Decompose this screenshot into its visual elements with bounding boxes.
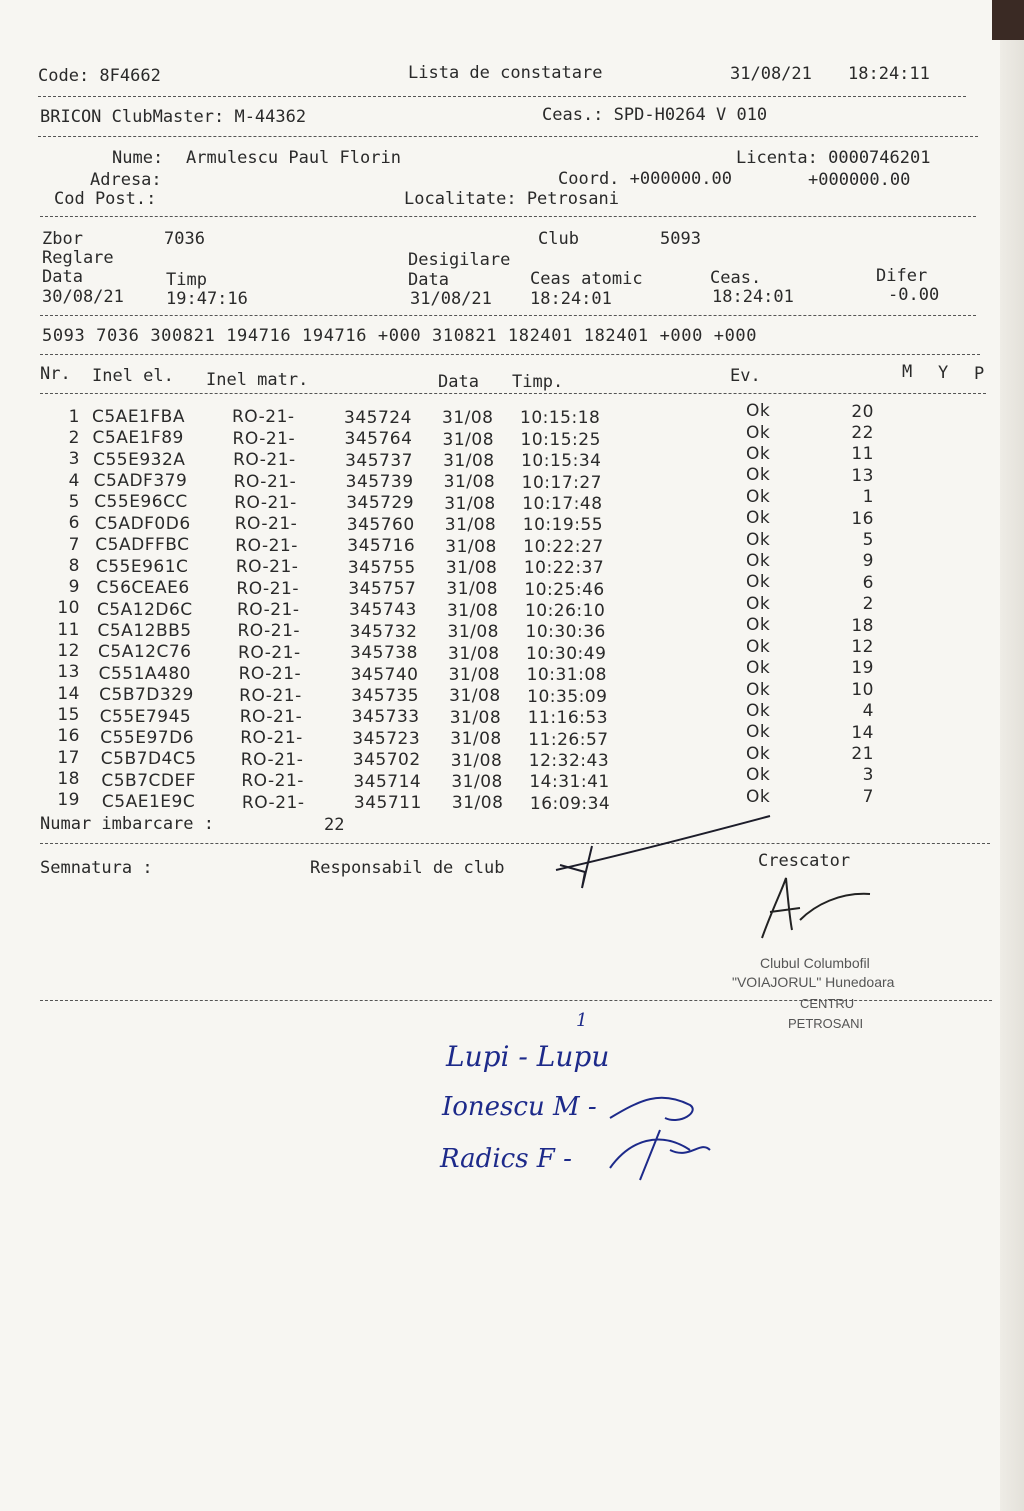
cell-matr: 345716 (347, 536, 416, 557)
cell-m: 14 (851, 722, 874, 743)
cell-pref: RO-21- (236, 578, 299, 599)
cell-date: 31/08 (448, 665, 501, 685)
data-label: Data (42, 267, 83, 287)
cell-ev: Ok (746, 615, 771, 636)
cell-matr: 345764 (344, 429, 413, 450)
cell-time: 14:31:41 (529, 772, 610, 793)
breeder-label: Crescator (758, 851, 851, 871)
cell-pref: RO-21- (232, 428, 296, 449)
cell-pref: RO-21- (236, 600, 300, 621)
cell-nr: 12 (57, 641, 80, 662)
cell-nr: 13 (57, 662, 80, 683)
cell-m: 18 (851, 615, 874, 636)
cell-time: 10:22:27 (523, 536, 604, 557)
cell-ev: Ok (746, 551, 771, 572)
cell-el: C56CEAE6 (96, 578, 190, 599)
cell-ev: Ok (746, 422, 771, 443)
cell-ev: Ok (746, 679, 771, 700)
cell-el: C5AE1E9C (101, 792, 196, 813)
clock-id: Ceas.: SPD-H0264 V 010 (542, 105, 768, 125)
cell-time: 16:09:34 (529, 793, 611, 814)
club-number: 5093 (660, 229, 701, 249)
cell-m: 22 (851, 423, 874, 444)
cell-matr: 345755 (347, 557, 416, 578)
cell-ev: Ok (746, 529, 771, 550)
cell-time: 11:16:53 (527, 708, 609, 729)
cell-matr: 345723 (352, 728, 421, 749)
cell-m: 19 (851, 658, 874, 679)
cell-date: 31/08 (445, 557, 498, 578)
col-y: Y (938, 363, 949, 383)
col-inel-el: Inel el. (92, 366, 174, 386)
cell-pref: RO-21- (238, 664, 302, 685)
cell-matr: 345733 (351, 707, 420, 728)
cell-matr: 345738 (350, 643, 418, 664)
cell-pref: RO-21- (237, 621, 301, 642)
cell-nr: 15 (57, 704, 80, 725)
club-label: Club (538, 229, 579, 249)
timp-label: Timp (166, 270, 207, 290)
cell-el: C5AE1F89 (92, 428, 184, 449)
cell-ev: Ok (746, 636, 771, 657)
cell-matr: 345740 (350, 664, 419, 685)
flight-label: Zbor (42, 229, 83, 249)
cell-nr: 7 (68, 534, 80, 555)
cell-date: 31/08 (446, 600, 499, 621)
col-ev: Ev. (730, 366, 761, 386)
cell-date: 31/08 (444, 515, 497, 536)
cell-ev: Ok (746, 765, 771, 786)
cell-el: C5ADFFBC (95, 535, 190, 556)
cell-ev: Ok (746, 593, 771, 614)
cell-matr: 345737 (345, 450, 413, 471)
cell-date: 31/08 (444, 493, 496, 514)
handwritten-line-2: Ionescu M - (442, 1092, 605, 1122)
cell-nr: 5 (68, 491, 80, 512)
cell-nr: 1 (68, 406, 80, 427)
cell-date: 31/08 (442, 429, 495, 450)
cell-matr: 345724 (344, 407, 412, 428)
cell-pref: RO-21- (239, 685, 302, 706)
cell-nr: 4 (68, 470, 80, 491)
cell-time: 10:31:08 (526, 665, 607, 686)
cell-matr: 345714 (353, 771, 422, 792)
cell-m: 5 (862, 530, 874, 551)
cell-nr: 3 (68, 449, 80, 470)
clock-time: 18:24:01 (712, 287, 794, 307)
cell-m: 3 (862, 765, 874, 786)
col-p: P (974, 364, 985, 384)
cell-date: 31/08 (451, 772, 503, 793)
cell-nr: 11 (57, 619, 80, 640)
boarding-label: Numar imbarcare : (40, 814, 214, 834)
report-date: 31/08/21 (730, 64, 812, 84)
cell-time: 10:15:34 (521, 451, 602, 472)
cell-el: C5ADF379 (93, 471, 188, 492)
col-m: M (902, 362, 913, 382)
cell-ev: Ok (746, 508, 771, 529)
signature-label: Semnatura : (40, 858, 153, 878)
cell-ev: Ok (746, 401, 771, 422)
stamp-line-1: Clubul Columbofil (760, 955, 870, 971)
report-title: Lista de constatare (408, 63, 603, 83)
cell-el: C5B7D4C5 (100, 749, 197, 770)
cell-nr: 14 (57, 683, 80, 704)
cell-matr: 345729 (346, 493, 415, 514)
report-time: 18:24:11 (848, 64, 930, 84)
code-line: 5093 7036 300821 194716 194716 +000 310821 182401 182401 +000 +000 (42, 326, 758, 346)
cell-date: 31/08 (449, 707, 502, 728)
cell-el: C551A480 (98, 663, 191, 684)
handwritten-line-1: Lupi - Lupu (446, 1040, 610, 1073)
cell-time: 10:15:25 (520, 429, 601, 450)
cell-m: 10 (851, 679, 874, 700)
reglare-time: 19:47:16 (166, 289, 248, 309)
cell-el: C5A12D6C (96, 599, 193, 620)
cell-matr: 345711 (353, 793, 422, 814)
stamp-line-3: CENTRU (800, 996, 855, 1011)
cell-pref: RO-21- (235, 535, 298, 556)
cell-time: 10:30:36 (525, 622, 606, 643)
cell-date: 31/08 (443, 472, 496, 493)
device-id: BRICON ClubMaster: M-44362 (40, 107, 307, 127)
cell-date: 31/08 (446, 579, 498, 600)
stamp-line-2: "VOIAJORUL" Hunedoara (732, 974, 895, 990)
ceas-label: Ceas. (710, 268, 762, 288)
cell-nr: 2 (68, 428, 80, 449)
cell-m: 1 (862, 487, 874, 508)
cell-date: 31/08 (445, 536, 497, 557)
cell-time: 10:17:48 (522, 494, 603, 515)
stamp-line-4: PETROSANI (788, 1016, 864, 1031)
cell-pref: RO-21- (241, 771, 304, 792)
handwritten-page-number: 1 (576, 1010, 588, 1031)
cell-el: C5ADF0D6 (94, 513, 191, 534)
cell-m: 6 (862, 572, 874, 593)
cell-nr: 9 (68, 577, 80, 598)
data2-label: Data (408, 270, 449, 290)
cell-ev: Ok (746, 786, 771, 807)
cell-time: 10:35:09 (527, 686, 608, 707)
cell-nr: 19 (57, 790, 80, 811)
cell-m: 7 (862, 786, 874, 807)
cell-el: C5B7D329 (99, 685, 194, 706)
cell-pref: RO-21- (241, 792, 305, 813)
owner-name: Armulescu Paul Florin (186, 148, 401, 168)
cell-el: C55E932A (93, 449, 186, 470)
cell-pref: RO-21- (238, 642, 301, 663)
cell-matr: 345732 (349, 621, 418, 642)
col-data: Data (438, 372, 479, 392)
cell-pref: RO-21- (239, 707, 303, 728)
cell-pref: RO-21- (232, 407, 295, 428)
cell-date: 31/08 (448, 643, 500, 664)
cell-m: 12 (851, 637, 874, 658)
cell-m: 2 (862, 594, 874, 615)
col-nr: Nr. (40, 364, 71, 384)
cell-ev: Ok (746, 743, 771, 764)
cell-nr: 18 (57, 768, 80, 789)
cell-pref: RO-21- (233, 471, 297, 492)
cell-el: C5B7CDEF (101, 770, 196, 791)
cell-pref: RO-21- (234, 514, 298, 535)
cell-pref: RO-21- (235, 557, 299, 578)
cell-m: 9 (862, 551, 874, 572)
cell-time: 12:32:43 (528, 750, 610, 771)
cell-time: 10:30:49 (526, 643, 607, 664)
difer-label: Difer (876, 266, 928, 286)
cell-ev: Ok (746, 722, 771, 743)
cell-time: 10:15:18 (520, 408, 601, 429)
cell-time: 10:19:55 (522, 515, 604, 536)
cell-m: 16 (851, 508, 874, 529)
cell-nr: 6 (68, 513, 80, 534)
cell-matr: 345760 (346, 514, 415, 535)
col-inel-matr: Inel matr. (206, 370, 309, 390)
cell-matr: 345735 (351, 686, 420, 707)
postcode-label: Cod Post.: (54, 189, 157, 209)
cell-ev: Ok (746, 658, 771, 679)
cell-m: 13 (851, 465, 874, 486)
cell-pref: RO-21- (234, 493, 297, 513)
cell-el: C55E7945 (99, 706, 192, 727)
cell-date: 31/08 (451, 793, 504, 814)
cell-date: 31/08 (449, 686, 501, 707)
cell-matr: 345702 (352, 750, 421, 771)
cell-el: C5A12C76 (98, 642, 192, 663)
difference: -0.00 (888, 285, 940, 305)
cell-time: 10:22:37 (523, 558, 605, 579)
cell-pref: RO-21- (240, 728, 303, 749)
handwritten-line-3: Radics F - (440, 1144, 581, 1174)
cell-ev: Ok (746, 444, 771, 465)
cell-time: 10:25:46 (524, 579, 605, 600)
boarding-count: 22 (324, 815, 345, 835)
report-code: Code: 8F4662 (38, 66, 161, 86)
locality: Localitate: Petrosani (404, 189, 619, 209)
coordinates-2: +000000.00 (808, 170, 911, 190)
cell-time: 10:26:10 (524, 601, 606, 622)
licence: Licenta: 0000746201 (736, 148, 931, 168)
cell-el: C5AE1FBA (92, 406, 185, 427)
name-label: Nume: (112, 148, 164, 168)
cell-date: 31/08 (443, 450, 495, 471)
cell-m: 11 (851, 444, 874, 465)
cell-matr: 345757 (348, 579, 417, 600)
club-responsible-label: Responsabil de club (310, 858, 505, 878)
paper-edge (1000, 0, 1024, 1511)
col-timp: Timp. (512, 372, 564, 392)
cell-el: C55E97D6 (100, 727, 195, 748)
desigilare-label: Desigilare (408, 250, 511, 270)
coordinates: Coord. +000000.00 (558, 169, 732, 189)
cell-m: 4 (862, 701, 874, 722)
reglare-label: Reglare (42, 248, 114, 268)
cell-date: 31/08 (442, 408, 494, 429)
cell-ev: Ok (746, 486, 771, 507)
atomic-time: 18:24:01 (530, 289, 612, 309)
reglare-date: 30/08/21 (42, 287, 124, 307)
cell-date: 31/08 (450, 729, 502, 750)
cell-pref: RO-21- (233, 450, 296, 471)
cell-pref: RO-21- (240, 749, 304, 770)
handwritten-signature-2 (610, 1098, 693, 1120)
cell-date: 31/08 (450, 750, 503, 771)
cell-nr: 16 (57, 726, 80, 747)
cell-ev: Ok (746, 465, 771, 486)
cell-el: C55E96CC (94, 492, 188, 513)
flight-number: 7036 (164, 229, 205, 249)
cell-time: 11:26:57 (528, 729, 609, 750)
cell-date: 31/08 (447, 622, 499, 643)
cell-ev: Ok (746, 700, 771, 721)
cell-m: 20 (851, 401, 874, 422)
cell-el: C5A12BB5 (97, 620, 192, 641)
handwritten-signature-3 (610, 1130, 710, 1180)
cell-nr: 8 (68, 555, 80, 576)
desigilare-date: 31/08/21 (410, 289, 492, 309)
cell-matr: 345739 (345, 472, 414, 492)
cell-m: 21 (851, 744, 874, 765)
cell-nr: 10 (57, 598, 80, 619)
cell-ev: Ok (746, 572, 771, 593)
address-label: Adresa: (90, 170, 162, 190)
cell-time: 10:17:27 (521, 472, 602, 493)
atomic-label: Ceas atomic (530, 269, 643, 289)
cell-matr: 345743 (348, 600, 417, 621)
cell-el: C55E961C (95, 556, 189, 577)
cell-nr: 17 (57, 747, 80, 768)
